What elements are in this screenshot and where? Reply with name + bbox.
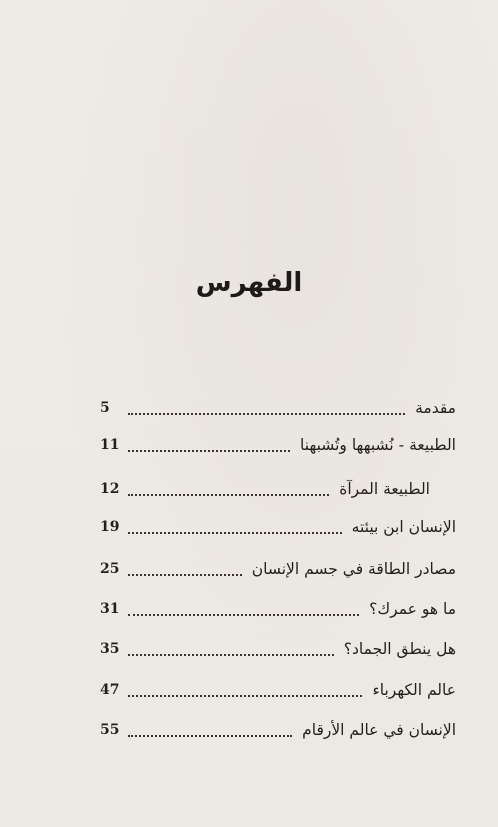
toc-entry-page: 11: [100, 437, 120, 453]
dot-leader: [128, 695, 362, 697]
dot-leader: [128, 735, 292, 737]
toc-entry-page: 25: [100, 561, 120, 577]
dot-leader: [128, 494, 329, 496]
dot-leader: [128, 654, 334, 656]
dot-leader: [128, 574, 242, 576]
dot-leader: [128, 413, 405, 415]
toc-entry-page: 19: [100, 519, 120, 535]
toc-entry-page: 31: [100, 601, 120, 617]
toc-entry-title: الطبيعة - نُشبهها وتُشبهنا: [300, 436, 456, 454]
toc-entry: [100, 473, 456, 505]
toc-entry-page: 35: [100, 641, 120, 657]
toc-entry: [100, 392, 456, 424]
toc-entry: [100, 593, 456, 625]
dot-leader: [128, 614, 359, 616]
dot-leader: [128, 450, 290, 452]
toc-entry-title: الطبيعة المرآة: [339, 480, 430, 498]
toc-entry-title: مقدمة: [415, 399, 456, 417]
toc-entry: [100, 633, 456, 665]
toc-entry: [100, 511, 456, 543]
page-title: الفهرس: [195, 268, 303, 298]
toc-entry-page: 55: [100, 722, 120, 738]
toc-entry-page: 47: [100, 682, 120, 698]
toc-entry-title: عالم الكهرباء: [372, 681, 456, 699]
dot-leader: [128, 532, 342, 534]
toc-entry: [100, 714, 456, 746]
toc-entry-title: الإنسان ابن بيئته: [351, 518, 456, 536]
toc-entry-title: الإنسان في عالم الأرقام: [302, 721, 456, 739]
toc-entry-title: مصادر الطاقة في جسم الإنسان: [251, 560, 456, 578]
toc-entry-title: ما هو عمرك؟: [369, 600, 456, 618]
toc-entry-page: 5: [100, 400, 110, 416]
toc-entry: [100, 553, 456, 585]
toc-entry-page: 12: [100, 481, 120, 497]
toc-entry: [100, 429, 456, 461]
toc-entry: [100, 674, 456, 706]
toc-entry-title: هل ينطق الجماد؟: [343, 640, 456, 658]
